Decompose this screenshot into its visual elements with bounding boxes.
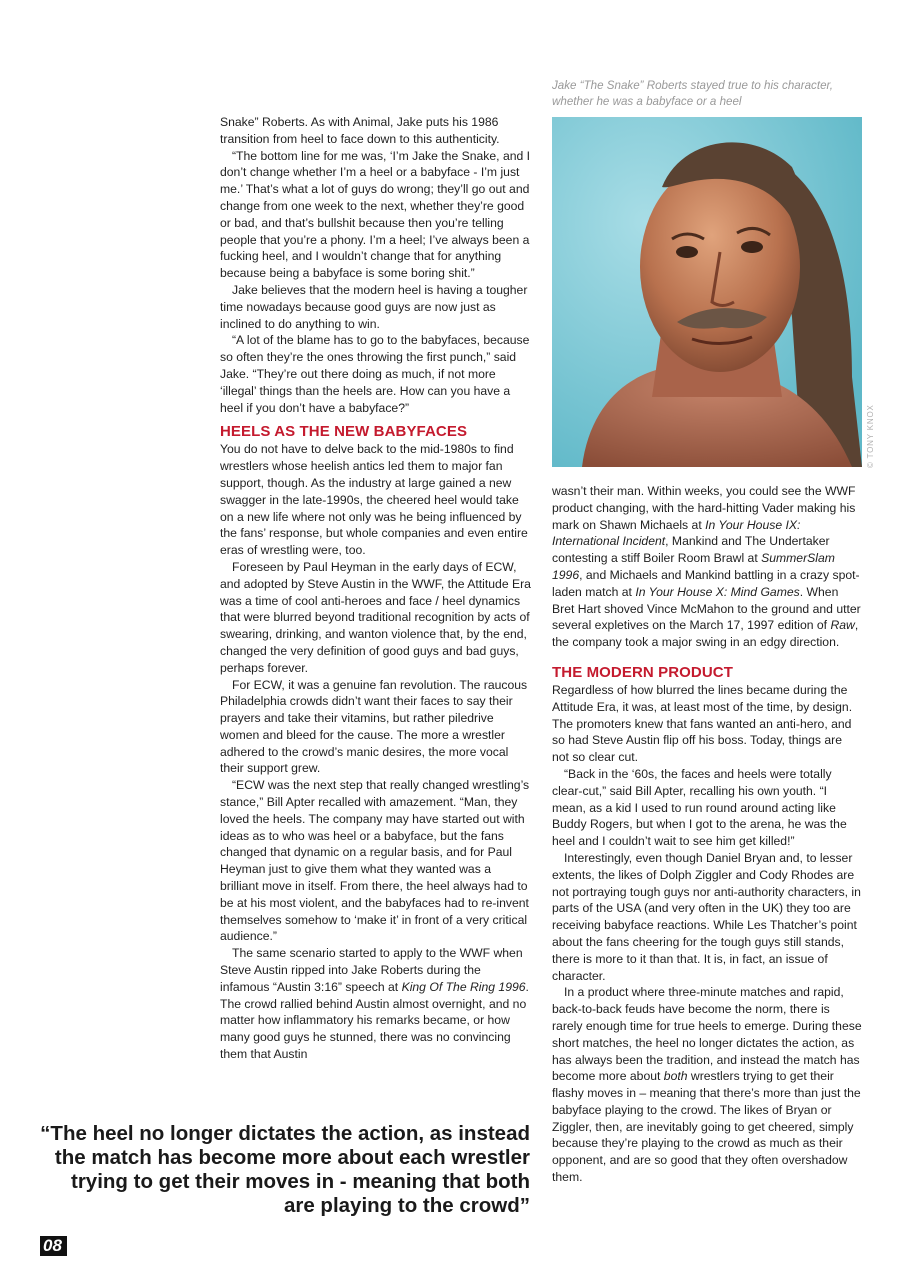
text-run: , the company took a major swing in an edgy direction. bbox=[552, 618, 859, 650]
section-heading: THE MODERN PRODUCT bbox=[552, 663, 733, 681]
paragraph: Regardless of how blurred the lines became during the Attitude Era, it was, at least most of the time, by design. The promoters knew that fans wanted an anti-hero, and so had Steve Austin flip off his boss. Today, things are not so clear cut. bbox=[552, 682, 853, 765]
paragraph: Interestingly, even though Daniel Bryan and, to lesser extents, the likes of Dolph Ziggler and Cody Rhodes are not portraying tough guys nor anti-authority characters, in parts of the USA (and very often in the UK) they too are receiving babyface reactions. While Les Thatcher’s point about the fans cheering for the tough guys still stands, there is more to it than that. It is, in fact, an issue of character. bbox=[552, 850, 861, 983]
article-right-column bbox=[552, 483, 862, 1186]
paragraph: Foreseen by Paul Heyman in the early days of ECW, and adopted by Steve Austin in the WWF, the Attitude Era was a time of cool anti-heroes and face / heel dynamics that were blurred beyond traditional recognition by acts of swearing, drinking, and wanton violence that, by the end, changed the very definition of good guys and bad guys, perhaps forever. bbox=[220, 559, 531, 675]
paragraph bbox=[220, 945, 532, 1063]
event-title: SummerSlam 1996 bbox=[552, 551, 835, 582]
portrait-photo bbox=[552, 117, 862, 467]
paragraph bbox=[552, 984, 862, 1186]
paragraph: “ECW was the next step that really changed wrestling’s stance,” Bill Apter recalled with amazement. “Man, they loved the heels. The company may have started out with ideas as to who was heel or a babyface, but the fans changed that dynamic on a regular basis, and for Paul Heyman just to give them what they wanted was a brilliant move in itself. From there, the heel always had to be at his most violent, and the babyfaces had to re-invent themselves somehow to ‘make it’ in front of a very critical audience.” bbox=[220, 778, 530, 944]
event-title: In Your House X: Mind Games bbox=[635, 584, 800, 599]
text-run: In a product where three-minute matches and rapid, back-to-back feuds have become the norm, there is rarely enough time for true heels to emerge. During these short matches, the heel no longer dictates the action, as has always been the tradition, and instead the match has become more about bbox=[552, 985, 862, 1084]
paragraph: “A lot of the blame has to go to the babyfaces, because so often they’re the ones throwing the first punch,” said Jake. “They’re out there doing as much, if not more ‘illegal’ things than the heels are. How can you have a heel if you don’t have a babyface?” bbox=[220, 333, 530, 415]
pull-quote: “The heel no longer dictates the action, as instead the match has become more about each wrestler trying to get their moves in - meaning that both are playing to the crowd” bbox=[40, 1122, 530, 1217]
paragraph: Snake” Roberts. As with Animal, Jake puts his 1986 transition from heel to face down to this authenticity. bbox=[220, 115, 500, 146]
portrait-illustration bbox=[552, 117, 862, 467]
photo-credit: © TONY KNOX bbox=[866, 404, 875, 468]
text-run: . The crowd rallied behind Austin almost overnight, and no matter how inflammatory his remarks became, or how many good guys he stunned, there was no convincing them that Austin bbox=[220, 979, 529, 1062]
paragraph: “The bottom line for me was, ‘I’m Jake the Snake, and I don’t change whether I’m a heel or a babyface - I’m just me.’ That’s what a lot of guys do wrong; they’ll go out and change from one week to the next, whether they’re good or bad, and that’s bullshit because then you’re telling people that you’re a phony. I’m a heel; I’ve always been a fucking heel, and I wouldn’t change that for anything because being a babyface is some boring shit.” bbox=[220, 148, 531, 281]
event-title: King Of The Ring 1996 bbox=[401, 979, 526, 994]
paragraph: For ECW, it was a genuine fan revolution. The raucous Philadelphia crowds didn’t want their faces to say their prayers and take their vitamins, but rather piledrive women and bleed for the cause. The more a wrestler adhered to the crowd’s manic desires, the more vocal their support grew. bbox=[220, 677, 528, 776]
paragraph: “Back in the ‘60s, the faces and heels were totally clear-cut,” said Bill Apter, recalling his own youth. “I mean, as a kid I used to run round around acting like Buddy Rogers, but when I got to the arena, he was the heel and I couldn’t wait to see him get killed!” bbox=[552, 766, 847, 849]
paragraph bbox=[552, 483, 862, 651]
paragraph: Jake believes that the modern heel is having a tougher time nowadays because good guys are now just as inclined to do anything to win. bbox=[220, 282, 528, 331]
emphasis: both bbox=[663, 1069, 688, 1084]
event-title: In Your House IX: International Incident bbox=[552, 517, 801, 549]
show-title: Raw bbox=[830, 618, 855, 633]
page-number: 08 bbox=[40, 1236, 67, 1256]
photo-caption: Jake “The Snake” Roberts stayed true to his character, whether he was a babyface or a heel bbox=[552, 79, 833, 108]
text-run: wrestlers trying to get their flashy moves in – meaning that there’s more than just the babyface playing to the crowd. The likes of Bryan or Ziggler, then, are inevitably going to get cheered, simply because they’re playing to the crowd as much as their opponent, and are so good that they often overshadow them. bbox=[552, 1069, 861, 1185]
section-heading: HEELS AS THE NEW BABYFACES bbox=[220, 423, 468, 441]
text-run: wasn’t their man. Within weeks, you could see the WWF product changing, with the hard-hitting Vader making his mark on Shawn Michaels at bbox=[552, 484, 856, 532]
article-left-column bbox=[220, 114, 532, 1063]
text-run: . When Bret Hart shoved Vince McMahon to the ground and utter several expletives on the March 17, 1997 edition of bbox=[552, 584, 861, 633]
text-run: , and Michaels and Mankind battling in a crazy spot-laden match at bbox=[552, 567, 860, 599]
text-run: , Mankind and The Undertaker contesting a stiff Boiler Room Brawl at bbox=[552, 534, 830, 566]
paragraph: You do not have to delve back to the mid-1980s to find wrestlers whose heelish antics led them to major fan support, though. As the industry at large gained a new swagger in the late-1990s, the cheered heel would take on a new life where not only was he being influenced by the fans’ response, but whole companies and even entire eras of wrestling were, too. bbox=[220, 442, 528, 558]
text-run: The same scenario started to apply to the WWF when Steve Austin ripped into Jake Roberts during the infamous “Austin 3:16” speech at bbox=[220, 946, 523, 994]
